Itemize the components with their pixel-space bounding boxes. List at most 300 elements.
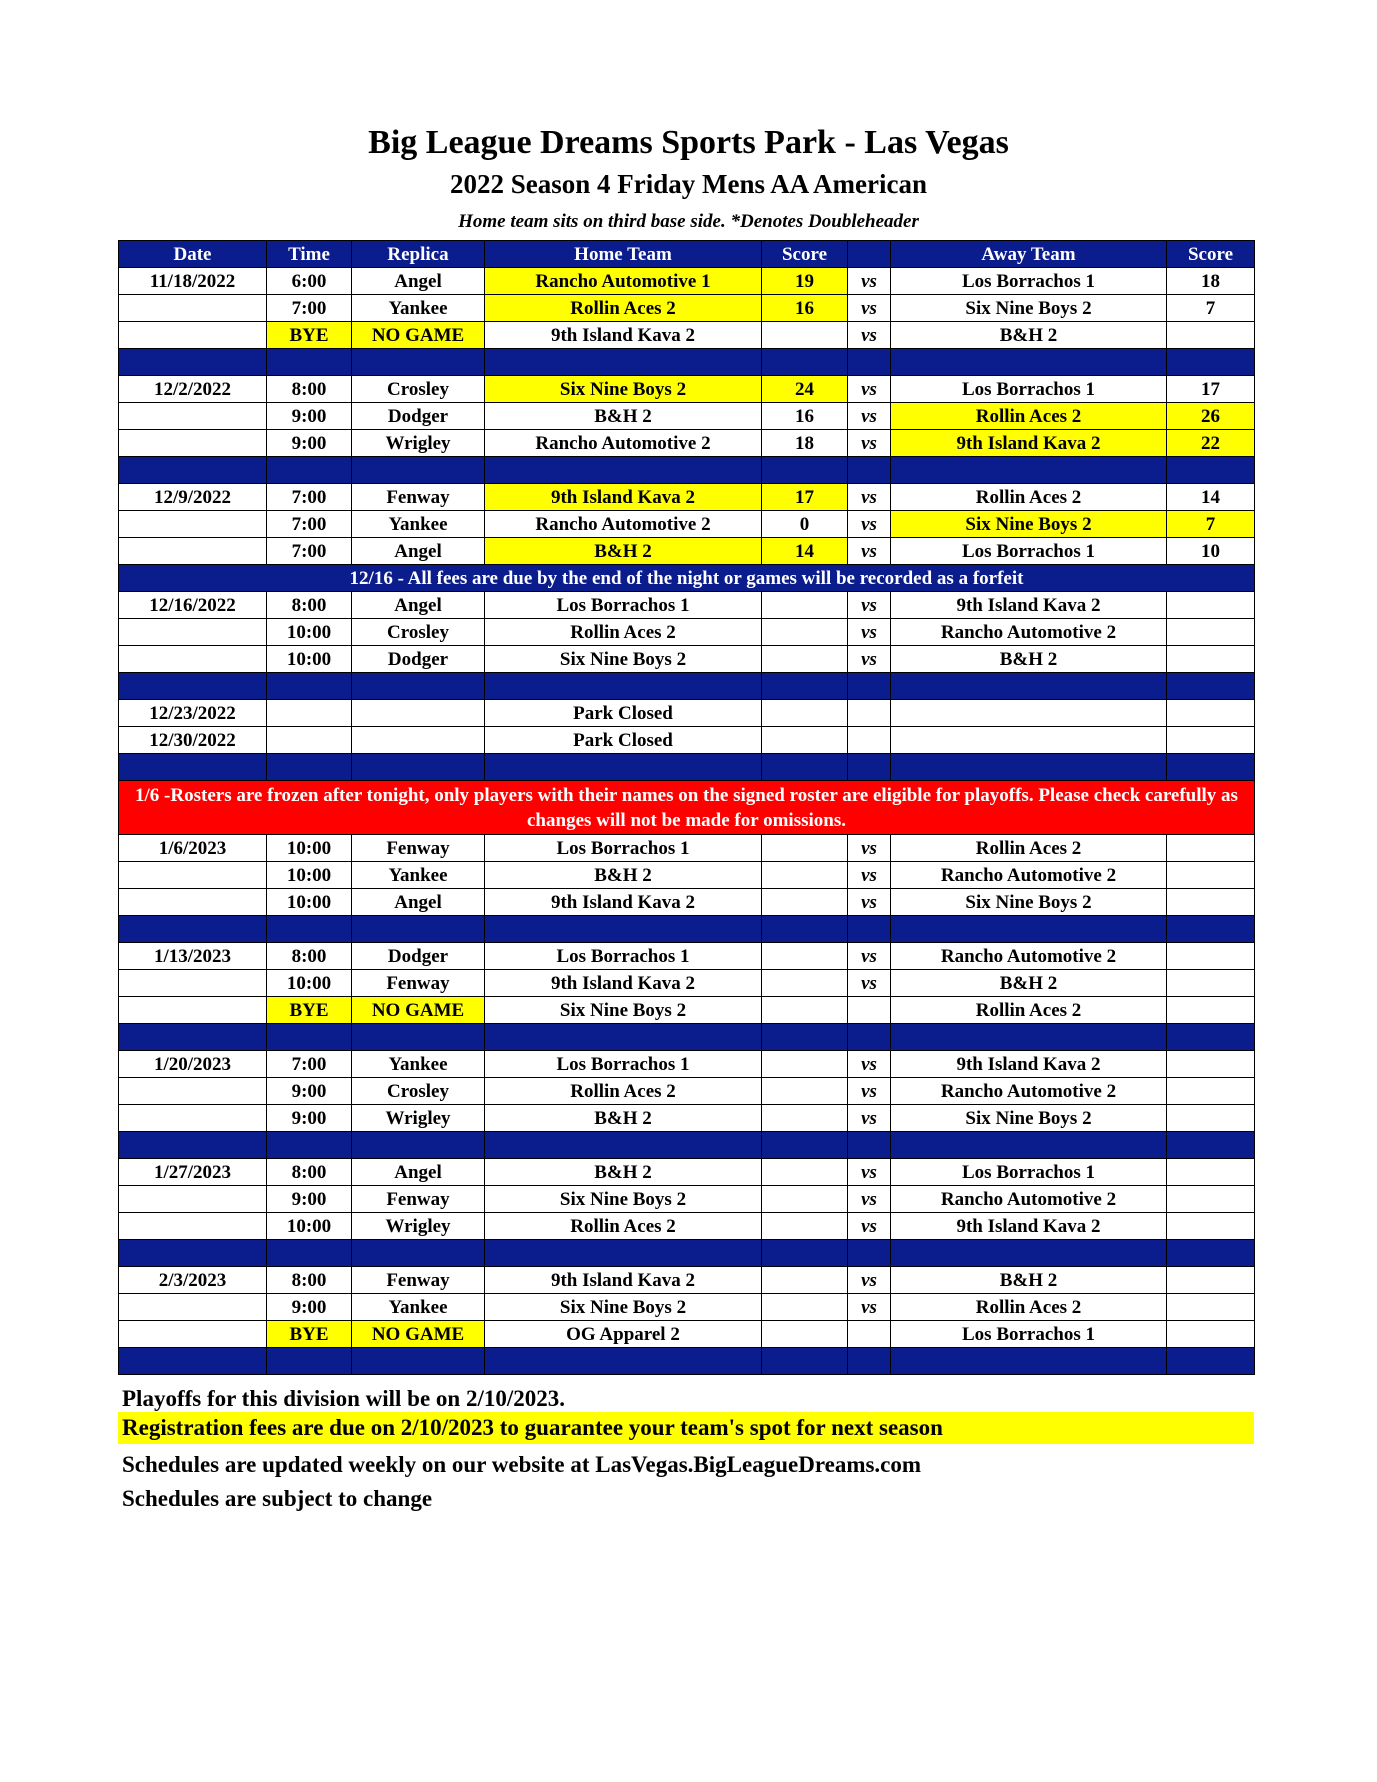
away-score-cell (1167, 1213, 1255, 1240)
vs-cell: vs (848, 376, 891, 403)
away-team-cell: Rollin Aces 2 (891, 484, 1167, 511)
date-cell (119, 619, 267, 646)
game-row (119, 592, 1255, 619)
alert-text: 1/6 -Rosters are frozen after tonight, only players with their names on the signed roster are eligible for playoffs. Please check carefully as changes will not be made for omissions. (119, 781, 1255, 835)
separator-cell (1167, 1024, 1255, 1051)
time-cell: 8:00 (267, 592, 352, 619)
home-team-cell: Six Nine Boys 2 (485, 1294, 762, 1321)
replica-cell: Crosley (352, 1078, 485, 1105)
date-cell: 12/9/2022 (119, 484, 267, 511)
separator-cell (485, 916, 762, 943)
away-team-cell: Rollin Aces 2 (891, 835, 1167, 862)
notice-text: 12/16 - All fees are due by the end of the night or games will be recorded as a forfeit (119, 565, 1255, 592)
replica-cell: Angel (352, 268, 485, 295)
home-score-cell (762, 835, 848, 862)
away-team-cell: Los Borrachos 1 (891, 1159, 1167, 1186)
game-row (119, 862, 1255, 889)
separator-cell (891, 349, 1167, 376)
separator-cell (267, 1132, 352, 1159)
game-row (119, 403, 1255, 430)
vs-cell: vs (848, 1267, 891, 1294)
away-team-cell: B&H 2 (891, 970, 1167, 997)
replica-cell: Angel (352, 889, 485, 916)
separator-cell (848, 1132, 891, 1159)
time-cell: 9:00 (267, 430, 352, 457)
separator-cell (267, 349, 352, 376)
time-cell: 6:00 (267, 268, 352, 295)
replica-cell: Yankee (352, 511, 485, 538)
separator-cell (119, 754, 267, 781)
separator-row (119, 1348, 1255, 1375)
date-cell: 2/3/2023 (119, 1267, 267, 1294)
replica-cell (352, 727, 485, 754)
replica-cell: Wrigley (352, 1105, 485, 1132)
date-cell (119, 1213, 267, 1240)
away-team-cell: Los Borrachos 1 (891, 268, 1167, 295)
separator-cell (848, 754, 891, 781)
game-row (119, 1051, 1255, 1078)
vs-cell: vs (848, 619, 891, 646)
away-team-cell: B&H 2 (891, 322, 1167, 349)
away-score-cell (1167, 1105, 1255, 1132)
home-score-cell (762, 592, 848, 619)
time-cell: 10:00 (267, 970, 352, 997)
time-cell: 8:00 (267, 376, 352, 403)
separator-cell (119, 1132, 267, 1159)
home-score-cell (762, 619, 848, 646)
date-cell (119, 1078, 267, 1105)
separator-cell (891, 1240, 1167, 1267)
separator-cell (352, 673, 485, 700)
home-team-cell: 9th Island Kava 2 (485, 1267, 762, 1294)
away-score-cell: 18 (1167, 268, 1255, 295)
home-team-cell: Six Nine Boys 2 (485, 1186, 762, 1213)
vs-cell: vs (848, 1105, 891, 1132)
date-cell (119, 295, 267, 322)
separator-cell (119, 673, 267, 700)
time-cell: 9:00 (267, 1078, 352, 1105)
home-team-cell: Rancho Automotive 1 (485, 268, 762, 295)
home-score-cell (762, 970, 848, 997)
home-score-cell (762, 889, 848, 916)
replica-cell: Fenway (352, 1186, 485, 1213)
home-team-cell: 9th Island Kava 2 (485, 889, 762, 916)
vs-cell: vs (848, 484, 891, 511)
date-cell (119, 997, 267, 1024)
separator-cell (891, 916, 1167, 943)
separator-cell (267, 754, 352, 781)
home-score-cell: 14 (762, 538, 848, 565)
away-team-cell: B&H 2 (891, 646, 1167, 673)
date-cell: 11/18/2022 (119, 268, 267, 295)
replica-cell: Fenway (352, 484, 485, 511)
time-cell: 7:00 (267, 484, 352, 511)
away-score-cell (1167, 1051, 1255, 1078)
replica-cell: Wrigley (352, 1213, 485, 1240)
time-cell: 7:00 (267, 295, 352, 322)
away-score-cell (1167, 997, 1255, 1024)
time-cell (267, 727, 352, 754)
separator-cell (1167, 1240, 1255, 1267)
separator-cell (352, 1132, 485, 1159)
home-team-cell: Rollin Aces 2 (485, 295, 762, 322)
date-cell (119, 889, 267, 916)
away-team-cell: Los Borrachos 1 (891, 1321, 1167, 1348)
game-row (119, 1159, 1255, 1186)
replica-cell: Angel (352, 592, 485, 619)
time-cell: BYE (267, 1321, 352, 1348)
date-cell (119, 538, 267, 565)
game-row (119, 889, 1255, 916)
home-score-cell (762, 1078, 848, 1105)
away-score-cell (1167, 700, 1255, 727)
separator-cell (119, 1348, 267, 1375)
separator-cell (848, 1240, 891, 1267)
away-team-cell: Six Nine Boys 2 (891, 1105, 1167, 1132)
game-row (119, 484, 1255, 511)
replica-cell: Crosley (352, 376, 485, 403)
separator-cell (762, 349, 848, 376)
home-score-cell (762, 1213, 848, 1240)
replica-cell: Wrigley (352, 430, 485, 457)
time-cell: 8:00 (267, 1159, 352, 1186)
separator-cell (762, 1240, 848, 1267)
away-score-cell: 17 (1167, 376, 1255, 403)
away-team-cell: Rancho Automotive 2 (891, 862, 1167, 889)
away-team-cell: Six Nine Boys 2 (891, 511, 1167, 538)
replica-cell: Fenway (352, 835, 485, 862)
home-score-cell (762, 1186, 848, 1213)
home-score-cell: 0 (762, 511, 848, 538)
separator-cell (485, 1240, 762, 1267)
vs-cell: vs (848, 646, 891, 673)
home-score-cell (762, 1051, 848, 1078)
vs-cell: vs (848, 835, 891, 862)
date-cell: 1/20/2023 (119, 1051, 267, 1078)
time-cell: 9:00 (267, 1294, 352, 1321)
home-team-cell: Rancho Automotive 2 (485, 511, 762, 538)
date-cell (119, 1321, 267, 1348)
away-team-cell: Los Borrachos 1 (891, 538, 1167, 565)
separator-cell (485, 754, 762, 781)
vs-cell: vs (848, 862, 891, 889)
game-row (119, 538, 1255, 565)
home-team-cell: B&H 2 (485, 1159, 762, 1186)
away-score-cell (1167, 835, 1255, 862)
separator-cell (267, 457, 352, 484)
home-team-cell: Los Borrachos 1 (485, 835, 762, 862)
away-score-cell (1167, 646, 1255, 673)
date-cell: 1/27/2023 (119, 1159, 267, 1186)
replica-cell (352, 700, 485, 727)
separator-cell (485, 1132, 762, 1159)
home-score-cell (762, 646, 848, 673)
home-score-cell (762, 727, 848, 754)
away-team-cell: Rollin Aces 2 (891, 403, 1167, 430)
separator-cell (352, 349, 485, 376)
away-score-cell: 26 (1167, 403, 1255, 430)
time-cell: 9:00 (267, 403, 352, 430)
separator-cell (267, 1024, 352, 1051)
time-cell: 10:00 (267, 889, 352, 916)
away-score-cell (1167, 862, 1255, 889)
time-cell: 9:00 (267, 1105, 352, 1132)
replica-cell: NO GAME (352, 322, 485, 349)
date-cell: 12/30/2022 (119, 727, 267, 754)
closed-text: Park Closed (485, 700, 762, 727)
away-score-cell: 7 (1167, 511, 1255, 538)
date-cell (119, 970, 267, 997)
separator-cell (267, 1348, 352, 1375)
home-team-cell: Six Nine Boys 2 (485, 646, 762, 673)
away-score-cell (1167, 1294, 1255, 1321)
vs-cell: vs (848, 889, 891, 916)
separator-cell (267, 1240, 352, 1267)
game-row (119, 646, 1255, 673)
home-team-cell: Los Borrachos 1 (485, 943, 762, 970)
time-cell: 7:00 (267, 1051, 352, 1078)
notice-row (119, 565, 1255, 592)
home-team-cell: OG Apparel 2 (485, 1321, 762, 1348)
time-cell: 10:00 (267, 862, 352, 889)
away-team-cell: 9th Island Kava 2 (891, 1213, 1167, 1240)
time-cell: 10:00 (267, 646, 352, 673)
separator-cell (762, 673, 848, 700)
vs-cell: vs (848, 538, 891, 565)
home-team-cell: 9th Island Kava 2 (485, 970, 762, 997)
home-score-cell (762, 700, 848, 727)
away-team-cell: 9th Island Kava 2 (891, 430, 1167, 457)
home-team-cell: B&H 2 (485, 862, 762, 889)
home-score-cell: 17 (762, 484, 848, 511)
vs-cell: vs (848, 268, 891, 295)
home-team-cell: B&H 2 (485, 403, 762, 430)
separator-cell (891, 673, 1167, 700)
date-cell (119, 1186, 267, 1213)
replica-cell: Angel (352, 1159, 485, 1186)
page-subtitle: 2022 Season 4 Friday Mens AA American (450, 169, 927, 199)
home-score-cell: 24 (762, 376, 848, 403)
time-cell: 10:00 (267, 835, 352, 862)
vs-cell: vs (848, 592, 891, 619)
game-row (119, 835, 1255, 862)
away-score-cell (1167, 619, 1255, 646)
away-score-cell (1167, 1321, 1255, 1348)
home-team-cell: Rollin Aces 2 (485, 1213, 762, 1240)
separator-cell (485, 673, 762, 700)
header-time: Time (267, 241, 352, 268)
date-cell: 1/6/2023 (119, 835, 267, 862)
home-team-cell: Rollin Aces 2 (485, 1078, 762, 1105)
home-score-cell: 18 (762, 430, 848, 457)
separator-cell (891, 1024, 1167, 1051)
time-cell: BYE (267, 322, 352, 349)
time-cell: 7:00 (267, 511, 352, 538)
registration-note: Registration fees are due on 2/10/2023 to guarantee your team's spot for next season (118, 1412, 1254, 1444)
time-cell: 8:00 (267, 1267, 352, 1294)
separator-cell (762, 916, 848, 943)
vs-cell: vs (848, 1051, 891, 1078)
home-score-cell (762, 997, 848, 1024)
home-team-cell: 9th Island Kava 2 (485, 322, 762, 349)
time-cell: BYE (267, 997, 352, 1024)
vs-cell: vs (848, 322, 891, 349)
away-score-cell (1167, 1159, 1255, 1186)
date-cell (119, 1105, 267, 1132)
game-row (119, 619, 1255, 646)
separator-cell (352, 457, 485, 484)
time-cell: 7:00 (267, 538, 352, 565)
date-cell: 12/2/2022 (119, 376, 267, 403)
separator-cell (485, 457, 762, 484)
game-row (119, 1078, 1255, 1105)
game-row (119, 430, 1255, 457)
separator-row (119, 754, 1255, 781)
separator-cell (1167, 673, 1255, 700)
game-row (119, 268, 1255, 295)
away-score-cell: 7 (1167, 295, 1255, 322)
game-row (119, 970, 1255, 997)
separator-cell (762, 1024, 848, 1051)
replica-cell: Angel (352, 538, 485, 565)
replica-cell: Dodger (352, 403, 485, 430)
home-score-cell: 16 (762, 403, 848, 430)
game-row (119, 943, 1255, 970)
home-team-cell: B&H 2 (485, 538, 762, 565)
away-score-cell (1167, 1186, 1255, 1213)
away-team-cell: B&H 2 (891, 1267, 1167, 1294)
away-team-cell: Rollin Aces 2 (891, 1294, 1167, 1321)
vs-cell: vs (848, 403, 891, 430)
date-cell: 12/16/2022 (119, 592, 267, 619)
separator-row (119, 1240, 1255, 1267)
page-title: Big League Dreams Sports Park - Las Vegas (368, 124, 1009, 161)
game-row (119, 511, 1255, 538)
separator-cell (485, 349, 762, 376)
away-team-cell: Rancho Automotive 2 (891, 1186, 1167, 1213)
bye-row (119, 997, 1255, 1024)
away-team-cell: 9th Island Kava 2 (891, 592, 1167, 619)
separator-cell (1167, 349, 1255, 376)
replica-cell: Crosley (352, 619, 485, 646)
away-team-cell: Six Nine Boys 2 (891, 295, 1167, 322)
time-cell: 10:00 (267, 619, 352, 646)
header-date: Date (119, 241, 267, 268)
header-vs (848, 241, 891, 268)
website-note: Schedules are updated weekly on our website at LasVegas.BigLeagueDreams.com (122, 1452, 922, 1477)
time-cell: 8:00 (267, 943, 352, 970)
home-score-cell (762, 1159, 848, 1186)
replica-cell: Yankee (352, 1294, 485, 1321)
separator-cell (848, 673, 891, 700)
separator-cell (848, 916, 891, 943)
game-row (119, 1105, 1255, 1132)
separator-cell (119, 1240, 267, 1267)
away-score-cell (1167, 970, 1255, 997)
park-closed-row (119, 700, 1255, 727)
away-team-cell: Los Borrachos 1 (891, 376, 1167, 403)
game-row (119, 1267, 1255, 1294)
game-row (119, 1186, 1255, 1213)
bye-row (119, 1321, 1255, 1348)
separator-cell (1167, 1348, 1255, 1375)
separator-cell (762, 457, 848, 484)
separator-cell (891, 754, 1167, 781)
bye-row (119, 322, 1255, 349)
replica-cell: Yankee (352, 862, 485, 889)
separator-cell (352, 916, 485, 943)
replica-cell: Yankee (352, 295, 485, 322)
table-header-row (119, 241, 1255, 268)
date-cell (119, 403, 267, 430)
separator-row (119, 457, 1255, 484)
playoffs-note: Playoffs for this division will be on 2/10/2023. (122, 1386, 566, 1411)
home-score-cell (762, 1321, 848, 1348)
vs-cell: vs (848, 970, 891, 997)
away-score-cell (1167, 1078, 1255, 1105)
park-closed-row (119, 727, 1255, 754)
home-score-cell (762, 943, 848, 970)
away-team-cell: Rancho Automotive 2 (891, 619, 1167, 646)
date-cell (119, 430, 267, 457)
home-team-cell: Rancho Automotive 2 (485, 430, 762, 457)
away-score-cell (1167, 943, 1255, 970)
separator-cell (762, 1132, 848, 1159)
separator-cell (267, 673, 352, 700)
vs-cell (848, 1321, 891, 1348)
vs-cell: vs (848, 295, 891, 322)
vs-cell (848, 727, 891, 754)
vs-cell: vs (848, 1186, 891, 1213)
separator-cell (848, 457, 891, 484)
separator-row (119, 673, 1255, 700)
header-away-score: Score (1167, 241, 1255, 268)
home-team-cell: 9th Island Kava 2 (485, 484, 762, 511)
separator-cell (119, 457, 267, 484)
home-score-cell: 19 (762, 268, 848, 295)
closed-text: Park Closed (485, 727, 762, 754)
separator-row (119, 1132, 1255, 1159)
vs-cell: vs (848, 943, 891, 970)
replica-cell: Fenway (352, 1267, 485, 1294)
separator-row (119, 349, 1255, 376)
away-score-cell: 22 (1167, 430, 1255, 457)
away-score-cell (1167, 1267, 1255, 1294)
separator-cell (891, 1348, 1167, 1375)
change-note: Schedules are subject to change (122, 1486, 433, 1511)
separator-cell (119, 349, 267, 376)
away-team-cell: Rancho Automotive 2 (891, 1078, 1167, 1105)
date-cell: 12/23/2022 (119, 700, 267, 727)
separator-cell (485, 1348, 762, 1375)
alert-row (119, 781, 1255, 835)
home-score-cell: 16 (762, 295, 848, 322)
separator-cell (1167, 754, 1255, 781)
home-score-cell (762, 862, 848, 889)
vs-cell: vs (848, 430, 891, 457)
time-cell (267, 700, 352, 727)
vs-cell: vs (848, 511, 891, 538)
time-cell: 9:00 (267, 1186, 352, 1213)
away-team-cell: 9th Island Kava 2 (891, 1051, 1167, 1078)
home-team-cell: Six Nine Boys 2 (485, 376, 762, 403)
game-row (119, 1213, 1255, 1240)
vs-cell (848, 700, 891, 727)
date-cell (119, 1294, 267, 1321)
vs-cell (848, 997, 891, 1024)
replica-cell: Dodger (352, 943, 485, 970)
away-score-cell (1167, 592, 1255, 619)
